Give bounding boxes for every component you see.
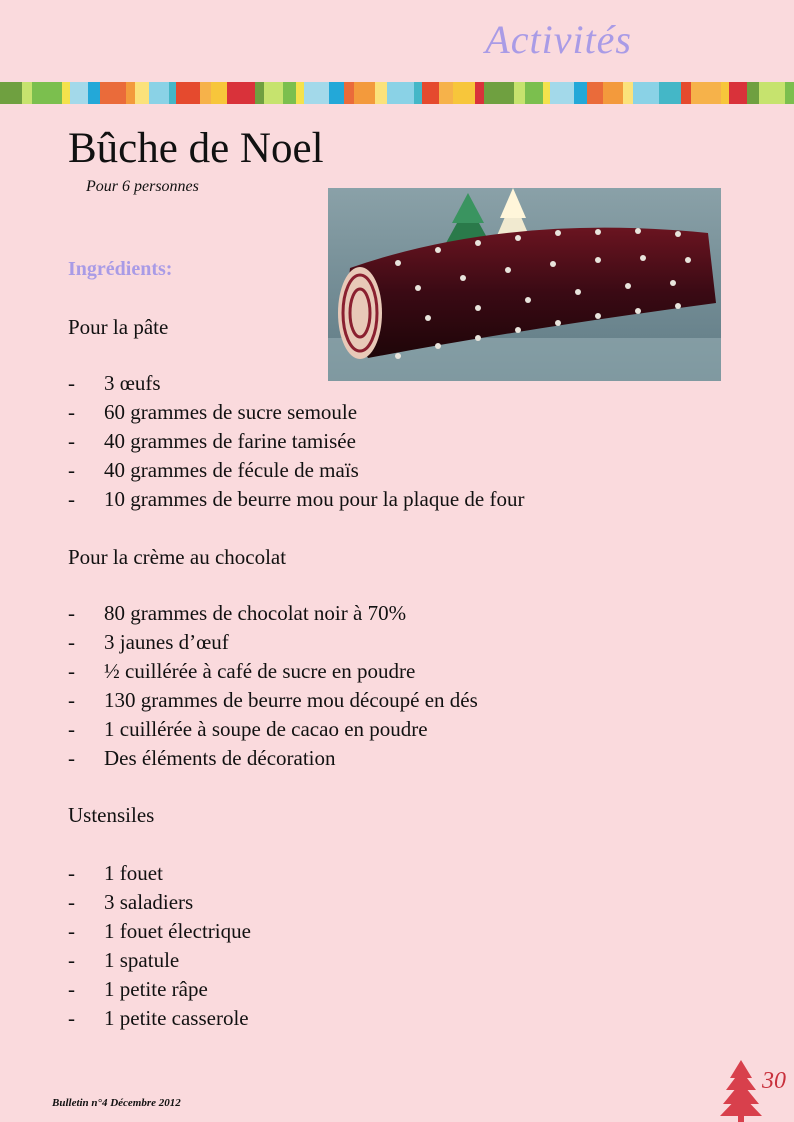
stripe-segment [149, 82, 169, 104]
list-dash: - [68, 919, 75, 943]
stripe-segment [422, 82, 439, 104]
cream-heading: Pour la crème au chocolat [68, 545, 287, 569]
stripe-segment [691, 82, 721, 104]
stripe-segment [747, 82, 759, 104]
dough-ingredient-item-text: 40 grammes de fécule de maïs [104, 458, 359, 482]
section-title: Activités [485, 17, 632, 62]
dough-ingredient-item-text: 10 grammes de beurre mou pour la plaque de four [104, 487, 525, 511]
stripe-segment [785, 82, 794, 104]
stripe-segment [453, 82, 475, 104]
stripe-segment [88, 82, 100, 104]
cream-ingredient-item-text: 1 cuillérée à soupe de cacao en poudre [104, 717, 428, 741]
cream-ingredient-item-text: 80 grammes de chocolat noir à 70% [104, 601, 407, 625]
stripe-segment [169, 82, 176, 104]
list-dash: - [68, 948, 75, 972]
list-dash: - [68, 890, 75, 914]
cream-ingredient-item-text: Des éléments de décoration [104, 746, 336, 770]
stripe-segment [255, 82, 264, 104]
stripe-segment [439, 82, 453, 104]
stripe-segment [176, 82, 200, 104]
stripe-segment [550, 82, 574, 104]
stripe-segment [414, 82, 422, 104]
stripe-segment [543, 82, 550, 104]
christmas-tree-icon [720, 1060, 762, 1122]
list-dash: - [68, 458, 75, 482]
stripe-segment [329, 82, 344, 104]
ingredients-heading: Ingrédients: [68, 258, 173, 280]
stripe-segment [659, 82, 681, 104]
dough-ingredient-item-text: 60 grammes de sucre semoule [104, 400, 358, 424]
decorative-stripe-bar [0, 82, 794, 104]
cream-ingredient-item-text: 3 jaunes d’œuf [104, 630, 229, 654]
stripe-segment [296, 82, 304, 104]
stripe-segment [200, 82, 211, 104]
utensil-item-text: 1 spatule [104, 948, 180, 972]
list-dash: - [68, 601, 75, 625]
stripe-segment [126, 82, 135, 104]
stripe-segment [633, 82, 659, 104]
stripe-segment [681, 82, 691, 104]
dough-ingredient-item-text: 40 grammes de farine tamisée [104, 429, 356, 453]
utensil-item-text: 1 petite casserole [104, 1006, 249, 1030]
servings-subtitle: Pour 6 personnes [86, 178, 199, 195]
stripe-segment [759, 82, 785, 104]
utensils-heading: Ustensiles [68, 803, 155, 827]
stripe-segment [475, 82, 484, 104]
stripe-segment [484, 82, 514, 104]
list-dash: - [68, 1006, 75, 1030]
stripe-segment [603, 82, 623, 104]
stripe-segment [62, 82, 70, 104]
bulletin-footer: Bulletin n°4 Décembre 2012 [52, 1097, 181, 1109]
list-dash: - [68, 371, 75, 395]
utensil-item-text: 1 petite râpe [104, 977, 208, 1001]
stripe-segment [32, 82, 62, 104]
stripe-segment [0, 82, 22, 104]
stripe-segment [70, 82, 88, 104]
stripe-segment [514, 82, 525, 104]
stripe-segment [22, 82, 32, 104]
dough-heading: Pour la pâte [68, 315, 169, 339]
stripe-segment [587, 82, 603, 104]
cream-ingredient-item-text: ½ cuillérée à café de sucre en poudre [104, 659, 416, 683]
list-dash: - [68, 746, 75, 770]
stripe-segment [574, 82, 587, 104]
dough-ingredient-item-text: 3 œufs [104, 371, 161, 395]
stripe-segment [344, 82, 354, 104]
stripe-segment [525, 82, 543, 104]
stripe-segment [354, 82, 375, 104]
stripe-segment [623, 82, 633, 104]
list-dash: - [68, 429, 75, 453]
page-title: Bûche de Noel [68, 125, 324, 172]
stripe-segment [283, 82, 296, 104]
list-dash: - [68, 977, 75, 1001]
list-dash: - [68, 688, 75, 712]
stripe-segment [729, 82, 747, 104]
list-dash: - [68, 861, 75, 885]
utensil-item-text: 1 fouet [104, 861, 163, 885]
stripe-segment [135, 82, 149, 104]
list-dash: - [68, 659, 75, 683]
stripe-segment [375, 82, 387, 104]
list-dash: - [68, 487, 75, 511]
stripe-segment [387, 82, 414, 104]
page-number: 30 [762, 1068, 786, 1094]
buche-de-noel-photo [328, 188, 721, 381]
stripe-segment [264, 82, 283, 104]
stripe-segment [304, 82, 329, 104]
stripe-segment [227, 82, 255, 104]
list-dash: - [68, 400, 75, 424]
stripe-segment [100, 82, 126, 104]
cream-ingredient-item-text: 130 grammes de beurre mou découpé en dés [104, 688, 478, 712]
utensil-item-text: 1 fouet électrique [104, 919, 251, 943]
utensil-item-text: 3 saladiers [104, 890, 194, 914]
list-dash: - [68, 630, 75, 654]
stripe-segment [721, 82, 729, 104]
list-dash: - [68, 717, 75, 741]
stripe-segment [211, 82, 227, 104]
cake-illustration [328, 188, 721, 381]
